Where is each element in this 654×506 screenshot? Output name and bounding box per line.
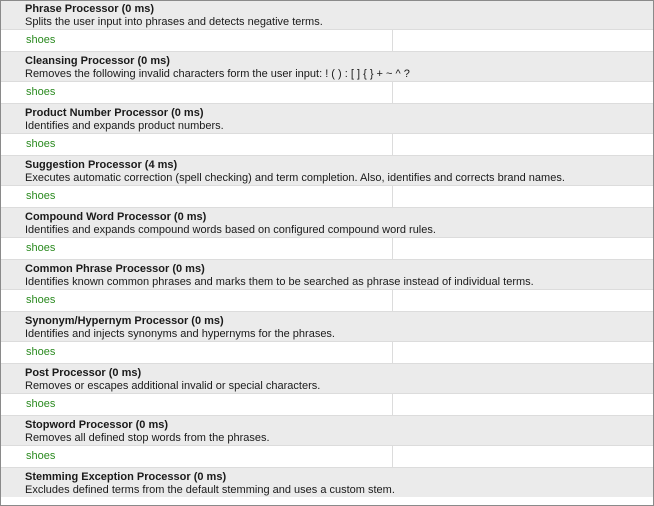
processor-result-extra-cell xyxy=(392,446,653,467)
processor-title: Compound Word Processor (0 ms) xyxy=(25,211,207,223)
processor-block xyxy=(1,52,653,104)
processor-result-row xyxy=(1,185,653,208)
processor-result-extra-cell xyxy=(392,394,653,415)
processor-description: Splits the user input into phrases and detects negative terms. xyxy=(25,16,323,28)
processor-description: Excludes defined terms from the default stemming and uses a custom stem. xyxy=(25,484,395,496)
processor-result-row xyxy=(1,393,653,416)
processor-block xyxy=(1,468,653,497)
processor-result-value: shoes xyxy=(26,86,56,98)
processor-title: Synonym/Hypernym Processor (0 ms) xyxy=(25,315,224,327)
processor-result-row xyxy=(1,29,653,52)
processor-list xyxy=(1,0,653,497)
processor-header xyxy=(1,364,653,393)
processor-title: Suggestion Processor (4 ms) xyxy=(25,159,178,171)
processor-block xyxy=(1,208,653,260)
processor-block xyxy=(1,260,653,312)
processor-description: Removes or escapes additional invalid or special characters. xyxy=(25,380,321,392)
processor-result-value: shoes xyxy=(26,398,56,410)
processor-result-value: shoes xyxy=(26,294,56,306)
processor-result-extra-cell xyxy=(392,30,653,51)
processor-title: Common Phrase Processor (0 ms) xyxy=(25,263,205,275)
processor-title: Phrase Processor (0 ms) xyxy=(25,3,155,15)
processor-result-row xyxy=(1,445,653,468)
processor-description: Removes the following invalid characters form the user input: ! ( ) : [ ] { } + ~ ^ ? xyxy=(25,68,410,80)
processor-result-row xyxy=(1,289,653,312)
processor-result-value: shoes xyxy=(26,242,56,254)
processor-title: Stemming Exception Processor (0 ms) xyxy=(25,471,227,483)
processor-header xyxy=(1,208,653,237)
processor-block xyxy=(1,364,653,416)
processor-block xyxy=(1,104,653,156)
processor-result-value: shoes xyxy=(26,138,56,150)
processor-header xyxy=(1,156,653,185)
processor-result-row xyxy=(1,133,653,156)
processor-header xyxy=(1,0,653,29)
processor-description: Identifies and expands compound words based on configured compound word rules. xyxy=(25,224,436,236)
processor-description: Executes automatic correction (spell checking) and term completion. Also, identifies and corrects brand names. xyxy=(25,172,565,184)
processor-description: Removes all defined stop words from the phrases. xyxy=(25,432,270,444)
processor-header xyxy=(1,312,653,341)
processor-title: Product Number Processor (0 ms) xyxy=(25,107,204,119)
processor-result-extra-cell xyxy=(392,238,653,259)
processor-header xyxy=(1,416,653,445)
processor-title: Stopword Processor (0 ms) xyxy=(25,419,169,431)
processor-description: Identifies and expands product numbers. xyxy=(25,120,224,132)
processor-block xyxy=(1,416,653,468)
processor-result-extra-cell xyxy=(392,82,653,103)
processor-result-extra-cell xyxy=(392,134,653,155)
processor-block xyxy=(1,312,653,364)
processor-result-extra-cell xyxy=(392,342,653,363)
processor-result-value: shoes xyxy=(26,346,56,358)
processor-header xyxy=(1,468,653,497)
processor-header xyxy=(1,260,653,289)
processor-description: Identifies and injects synonyms and hypernyms for the phrases. xyxy=(25,328,335,340)
processor-header xyxy=(1,52,653,81)
processor-result-value: shoes xyxy=(26,34,56,46)
processor-title: Cleansing Processor (0 ms) xyxy=(25,55,170,67)
processor-result-extra-cell xyxy=(392,290,653,311)
processor-result-row xyxy=(1,341,653,364)
processor-result-extra-cell xyxy=(392,186,653,207)
processor-result-row xyxy=(1,81,653,104)
processor-result-value: shoes xyxy=(26,190,56,202)
processor-header xyxy=(1,104,653,133)
processor-title: Post Processor (0 ms) xyxy=(25,367,142,379)
processor-result-value: shoes xyxy=(26,450,56,462)
processor-block xyxy=(1,156,653,208)
processor-result-row xyxy=(1,237,653,260)
processor-description: Identifies known common phrases and marks them to be searched as phrase instead of individual terms. xyxy=(25,276,534,288)
processor-block xyxy=(1,0,653,52)
